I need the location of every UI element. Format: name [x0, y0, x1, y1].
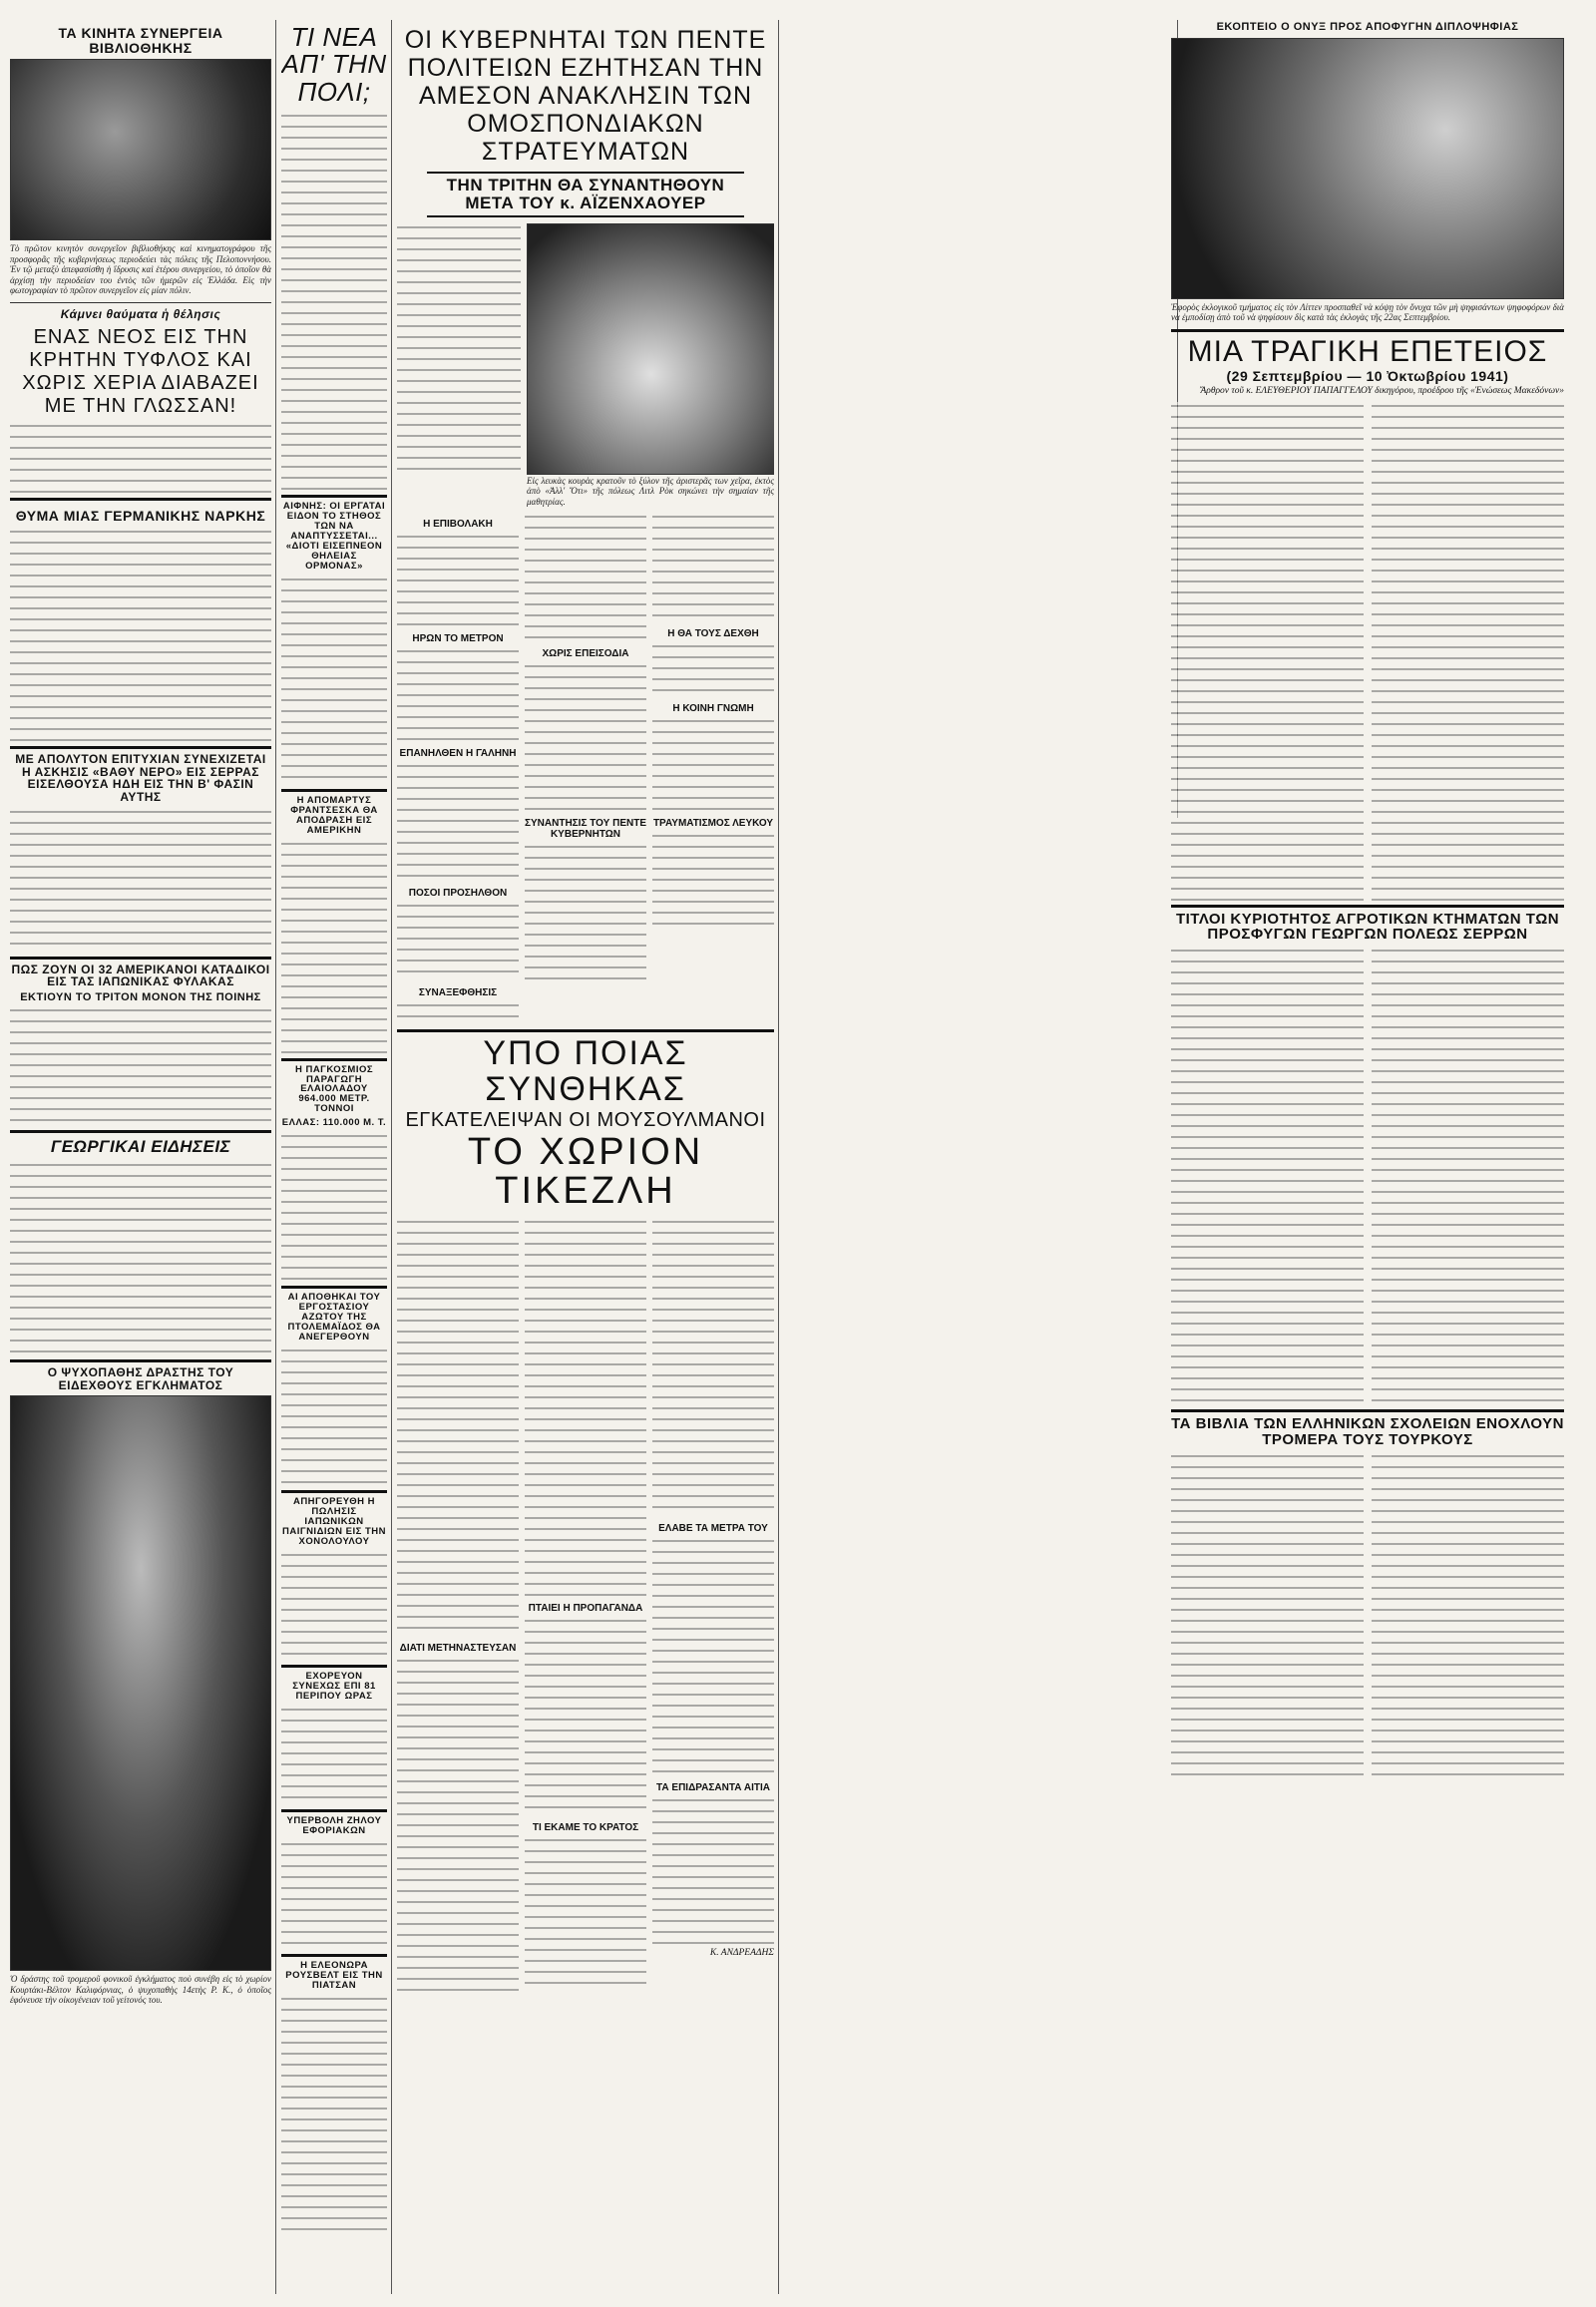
article-martyr-text — [281, 840, 387, 1054]
caption-main: Εἰς λευκὰς κουρὰς κρατοῦν τὸ ξύλον τῆς ἀριστερᾶς των χεῖρα, ἐκτὸς ἀπὸ «Ἀλλ' Ὅτι» τῆς πόλεως Λιτλ Ρὸκ σηκώνει τὴν σημαίαν τῆς μαθητρίας. — [527, 475, 774, 507]
headline-fingernail: ΕΚΟΠΤΕΙΟ Ο ΟΝΥΞ ΠΡΟΣ ΑΠΟΦΥΓΗΝ ΔΙΠΛΟΨΗΦΙΑΣ — [1216, 21, 1519, 33]
headline-convicts: ΠΩΣ ΖΟΥΝ ΟΙ 32 ΑΜΕΡΙΚΑΝΟΙ ΚΑΤΑΔΙΚΟΙ ΕΙΣ ΤΑΣ ΙΑΠΩΝΙΚΑΣ ΦΥΛΑΚΑΣ — [11, 961, 270, 989]
article-books-col-b — [1372, 1452, 1564, 1781]
article-causes-text — [652, 1796, 774, 1946]
headline-workers: ΑΙΦΝΗΣ: ΟΙ ΕΡΓΑΤΑΙ ΕΙΔΟΝ ΤΟ ΣΤΗΘΟΣ ΤΩΝ ΝΑ ΑΝΑΠΤΥΣΣΕΤΑΙ... «ΔΙΟΤΙ ΕΙΣΕΠΝΕΟΝ ΘΗΛΕΙΑΣ ΟΡΜΟΝΑΣ» — [282, 500, 386, 572]
headline-oil: Η ΠΑΓΚΟΣΜΙΟΣ ΠΑΡΑΓΩΓΗ ΕΛΑΙΟΛΑΔΟΥ 964.000 ΜΕΤΡ. ΤΟΝΝΟΙ — [294, 1063, 374, 1115]
article-village-col-a — [397, 1218, 519, 1637]
column-4 — [784, 20, 1586, 1781]
article-titles-col-a — [1171, 947, 1364, 1405]
subhead-weighing: ΗΡΩΝ ΤΟ ΜΕΤΡΟΝ — [412, 633, 504, 645]
headline-governors: ΟΙ ΚΥΒΕΡΝΗΤΑΙ ΤΩΝ ΠΕΝΤΕ ΠΟΛΙΤΕΙΩΝ ΕΖΗΤΗΣΑΝ ΤΗΝ ΑΜΕΣΟΝ ΑΝΑΚΛΗΣΙΝ ΤΩΝ ΟΜΟΣΠΟΝΔΙΑΚΩΝ ΣΤΡΑΤΕΥΜΑΤΩΝ — [404, 26, 767, 166]
column-3 — [397, 20, 774, 1996]
column-2 — [281, 20, 387, 2234]
headline-agri-news: ΓΕΩΡΓΙΚΑΙ ΕΙΔΗΣΕΙΣ — [50, 1137, 231, 1157]
article-blind-text — [10, 422, 271, 494]
subhead-governor: ΣΥΝΑΝΤΗΣΙΣ ΤΟΥ ΠΕΝΤΕ ΚΥΒΕΡΝΗΤΩΝ — [525, 818, 646, 841]
headline-city-news: ΤΙ ΝΕΑ ΑΠ' ΤΗΝ ΠΟΛΙ; — [281, 22, 387, 107]
article-calm-text — [397, 762, 519, 882]
subheadline-oil: ΕΛΛΑΣ: 110.000 Μ. Τ. — [281, 1117, 387, 1129]
subhead-measures: ΕΛΑΒΕ ΤΑ ΜΕΤΡΑ ΤΟΥ — [658, 1523, 768, 1535]
headline-psycho: Ο ΨΥΧΟΠΑΘΗΣ ΔΡΑΣΤΗΣ ΤΟΥ ΕΙΔΕΧΘΟΥΣ ΕΓΚΛΗΜΑΤΟΣ — [47, 1365, 234, 1392]
headline-dance: ΕΧΟΡΕΥΟΝ ΣΥΝΕΧΩΣ ΕΠΙ 81 ΠΕΡΙΠΟΥ ΩΡΑΣ — [292, 1671, 376, 1702]
headline-school-books: ΤΑ ΒΙΒΛΙΑ ΤΩΝ ΕΛΛΗΝΙΚΩΝ ΣΧΟΛΕΙΩΝ ΕΝΟΧΛΟΥΝ ΤΡΟΜΕΡΑ ΤΟΥΣ ΤΟΥΡΚΟΥΣ — [1171, 1415, 1564, 1448]
article-workers-text — [281, 576, 387, 785]
headline-nitrogen: ΑΙ ΑΠΟΘΗΚΑΙ ΤΟΥ ΕΡΓΟΣΤΑΣΙΟΥ ΑΖΩΤΟΥ ΤΗΣ ΠΤΟΛΕΜΑΪΔΟΣ ΘΑ ΑΝΕΓΕΡΘΟΥΝ — [287, 1292, 381, 1344]
headline-library: ΤΑ ΚΙΝΗΤΑ ΣΥΝΕΡΓΕΙΑ ΒΙΒΛΙΟΘΗΚΗΣ — [58, 25, 223, 56]
byline-village: Κ. ΑΝΔΡΕΑΔΗΣ — [709, 1948, 774, 1959]
article-weighing-text — [397, 647, 519, 742]
article-toys-text — [281, 1551, 387, 1661]
article-opinion-text — [652, 717, 774, 812]
article-arrival-text — [397, 533, 519, 627]
subhead-reception: Η ΘΑ ΤΟΥΣ ΔΕΧΘΗ — [667, 628, 759, 640]
article-deep-water-text — [10, 808, 271, 953]
article-city-text — [281, 112, 387, 491]
article-contacts-text — [397, 902, 519, 981]
headline-german-mine: ΘΥΜΑ ΜΙΑΣ ΓΕΡΜΑΝΙΚΗΣ ΝΑΡΚΗΣ — [15, 508, 266, 525]
article-mine-text — [10, 528, 271, 742]
subheadline-tragedy-dates: (29 Σεπτεμβρίου — 10 Ὀκτωβρίου 1941) — [1226, 368, 1509, 385]
article-incidents-text — [525, 662, 646, 812]
article-tax-text — [281, 1840, 387, 1950]
caption-library: Τὸ πρῶτον κινητὸν συνεργεῖον βιβλιοθήκης καὶ κινηματογράφου τῆς προσφορᾶς τῆς κυβερνήσεως περιοδεύει τὰς πόλεις τῆς Πελοποννήσου. Ἐν τῷ μεταξὺ ἀπεφασίσθη ἡ ἵδρυσις καὶ ἑτέρου συνεργείου, τὸ ὁποῖον θὰ ἀρχίσῃ τὴν περιοδείαν του ἐντὸς τῶν ἡμερῶν εἰς Ἑλλάδα. Εἰς τὴν φωτογραφίαν τὸ πρῶτον συνεργεῖον εἰς μίαν πόλιν. — [10, 243, 271, 296]
subhead-doing: ΤΙ ΕΚΑΜΕ ΤΟ ΚΡΑΤΟΣ — [532, 1822, 639, 1834]
headline-eleanor: Η ΕΛΕΟΝΩΡΑ ΡΟΥΣΒΕΛΤ ΕΙΣ ΤΗΝ ΠΙΑΤΣΑΝ — [285, 1959, 383, 1991]
photo-suspect — [10, 1395, 271, 1971]
article-gov-col-b — [525, 513, 646, 642]
article-gov-col-c — [652, 513, 774, 622]
article-village-col-b — [525, 1218, 646, 1597]
article-governors-col-a — [397, 223, 521, 473]
article-reception-text — [652, 642, 774, 697]
subhead-opinion: Η ΚΟΙΝΗ ΓΝΩΜΗ — [672, 703, 754, 715]
photo-fingernail — [1171, 38, 1564, 299]
headline-martyr: Η ΑΠΟΜΑΡΤΥΣ ΦΡΑΝΤΣΕΣΚΑ ΘΑ ΑΠΟΔΡΑΣΗ ΕΙΣ ΑΜΕΡΙΚΗΝ — [290, 794, 378, 836]
photo-library-crowd — [10, 59, 271, 240]
subhead-meeting: ΣΥΝΑΞΕΦΘΗΣΙΣ — [418, 987, 498, 999]
subhead-arrival: Η ΕΠΙΒΟΛΑΚΗ — [423, 519, 493, 531]
headline-village-1: ΥΠΟ ΠΟΙΑΣ ΣΥΝΘΗΚΑΣ — [483, 1034, 688, 1108]
headline-tragedy: ΜΙΑ ΤΡΑΓΙΚΗ ΕΠΕΤΕΙΟΣ — [1187, 334, 1548, 368]
subhead-causes: ΤΑ ΕΠΙΔΡΑΣΑΝΤΑ ΑΙΤΙΑ — [656, 1782, 770, 1794]
article-doing-text — [525, 1836, 646, 1986]
article-agri-text — [10, 1161, 271, 1355]
article-measures-text — [652, 1537, 774, 1776]
headline-land-titles: ΤΙΤΛΟΙ ΚΥΡΙΟΤΗΤΟΣ ΑΓΡΟΤΙΚΩΝ ΚΤΗΜΑΤΩΝ ΤΩΝ ΠΡΟΣΦΥΓΩΝ ΓΕΩΡΓΩΝ ΠΟΛΕΩΣ ΣΕΡΡΩΝ — [1175, 910, 1560, 944]
caption-fingernail: Ἐφορὸς ἐκλογικοῦ τμήματος εἰς τὸν Λίττεν προσπαθεῖ νὰ κόψῃ τὸν ὄνυχα τῶν μὴ ψηφισάντων ψηφοφόρων διὰ νὰ ἐμποδίσῃ ἀπὸ τοῦ νὰ ψηφίσουν δὶς κατὰ τὰς ἐκλογὰς τῆς 22ας Σεπτεμβρίου. — [1171, 301, 1564, 323]
article-convicts-text — [10, 1006, 271, 1126]
subheadline-convicts: ΕΚΤΙΟΥΝ ΤΟ ΤΡΙΤΟΝ ΜΟΝΟΝ ΤΗΣ ΠΟΙΝΗΣ — [20, 990, 261, 1003]
article-titles-col-b — [1372, 947, 1564, 1405]
article-books-col-a — [1171, 1452, 1364, 1781]
subheadline-eisenhower: ΤΗΝ ΤΡΙΤΗΝ ΘΑ ΣΥΝΑΝΤΗΘΟΥΝ ΜΕΤΑ ΤΟΥ κ. ΑΪΖΕΝΧΑΟΥΕΡ — [427, 172, 744, 217]
headline-blind-reader: ΕΝΑΣ ΝΕΟΣ ΕΙΣ ΤΗΝ ΚΡΗΤΗΝ ΤΥΦΛΟΣ ΚΑΙ ΧΩΡΙΣ ΧΕΡΙΑ ΔΙΑΒΑΖΕΙ ΜΕ ΤΗΝ ΓΛΩΣΣΑΝ! — [22, 326, 259, 418]
headline-tax: ΥΠΕΡΒΟΛΗ ΖΗΛΟΥ ΕΦΟΡΙΑΚΩΝ — [286, 1814, 382, 1836]
subhead-injury: ΤΡΑΥΜΑΤΙΣΜΟΣ ΛΕΥΚΟΥ — [652, 818, 774, 830]
column-1 — [10, 20, 271, 2012]
article-meeting-text — [397, 1001, 519, 1021]
photo-governors-students — [527, 223, 774, 475]
article-propaganda-text — [525, 1617, 646, 1816]
byline-tragedy: Ἄρθρον τοῦ κ. ΕΛΕΥΘΕΡΙΟΥ ΠΑΠΑΓΓΕΛΟΥ δικηγόρου, προέδρου τῆς «Ἑνώσεως Μακεδόνων» — [1200, 385, 1564, 396]
article-why-text — [397, 1657, 519, 1996]
headline-village-3: ΤΟ ΧΩΡΙΟΝ ΤΙΚΕΖΛΗ — [467, 1130, 704, 1213]
subhead-calm: ΕΠΑΝΗΛΘΕΝ Η ΓΑΛΗΝΗ — [399, 748, 517, 760]
article-governor-text — [525, 843, 646, 982]
article-village-col-c — [652, 1218, 774, 1517]
article-dance-text — [281, 1706, 387, 1805]
article-eleanor-text — [281, 1995, 387, 2234]
article-nitrogen-text — [281, 1346, 387, 1486]
article-tragedy-col-a — [1171, 402, 1364, 901]
subhead-incidents: ΧΩΡΙΣ ΕΠΕΙΣΟΔΙΑ — [542, 648, 629, 660]
headline-deep-water: ΜΕ ΑΠΟΛΥΤΟΝ ΕΠΙΤΥΧΙΑΝ ΣΥΝΕΧΙΖΕΤΑΙ Η ΑΣΚΗΣΙΣ «ΒΑΘΥ ΝΕΡΟ» ΕΙΣ ΣΕΡΡΑΣ ΕΙΣΕΛΘΟΥΣΑ ΗΔΗ ΕΙΣ ΤΗΝ Β' ΦΑΣΙΝ ΑΥΤΗΣ — [15, 752, 266, 804]
headline-toys: ΑΠΗΓΟΡΕΥΘΗ Η ΠΩΛΗΣΙΣ ΙΑΠΩΝΙΚΩΝ ΠΑΙΓΝΙΔΙΩΝ ΕΙΣ ΤΗΝ ΧΟΝΟΛΟΥΛΟΥ — [282, 1496, 386, 1548]
kicker-blind: Κάμνει θαύματα ἡ θέλησις — [60, 306, 221, 321]
article-tragedy-col-b — [1372, 402, 1564, 901]
subhead-contacts: ΠΟΣΟΙ ΠΡΟΣΗΛΘΟΝ — [408, 888, 508, 900]
article-injury-text — [652, 832, 774, 932]
caption-psycho: Ὁ δράστης τοῦ τρομεροῦ φονικοῦ ἐγκλήματος ποὺ συνέβη εἰς τὸ χωρίον Κουρτάκι-Βέλτον Καλιφόρνιας, ὁ ψυχοπαθὴς 14ετὴς Ρ. Κ., ὁ ὁποῖος ἐφόνευσε τὴν οἰκογένειαν τοῦ γείτονός του. — [10, 1974, 271, 2006]
article-oil-text — [281, 1132, 387, 1282]
headline-village-2: ΕΓΚΑΤΕΛΕΙΨΑΝ ΟΙ ΜΟΥΣΟΥΛΜΑΝΟΙ — [405, 1108, 766, 1131]
subhead-propaganda: ΠΤΑΙΕΙ Η ΠΡΟΠΑΓΑΝΔΑ — [528, 1603, 643, 1615]
subhead-why: ΔΙΑΤΙ ΜΕΤΗΝΑΣΤΕΥΣΑΝ — [399, 1643, 517, 1655]
